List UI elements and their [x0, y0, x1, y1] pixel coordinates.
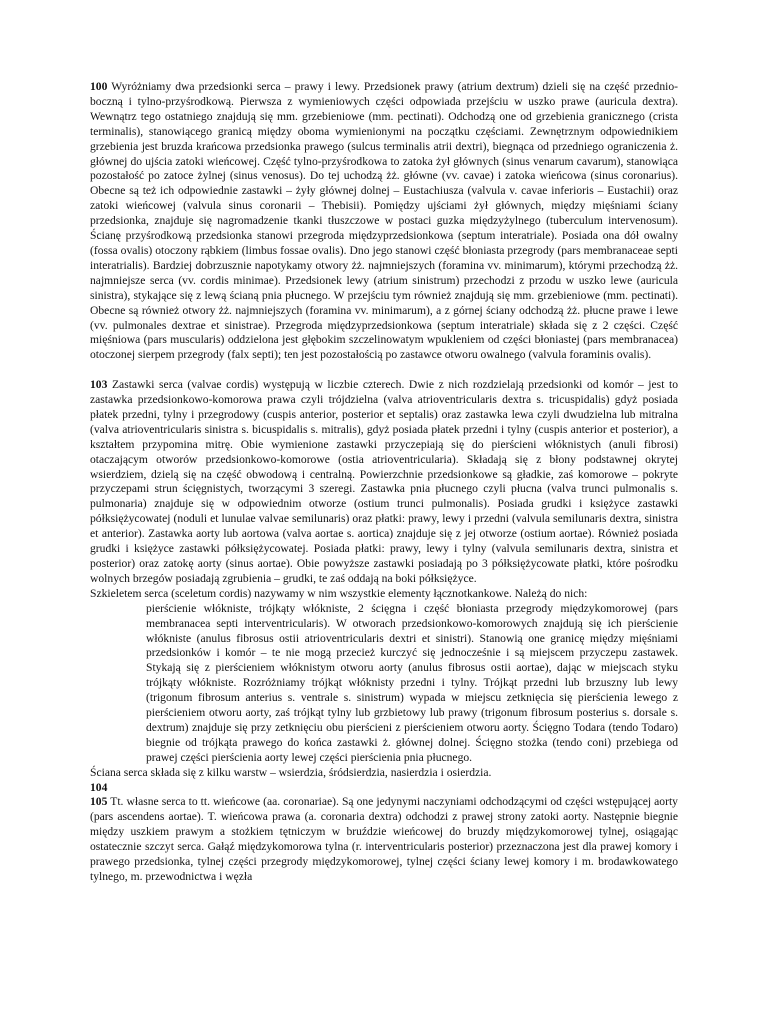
paragraph-104-number: 104: [90, 780, 108, 794]
paragraph-text: Zastawki serca (valvae cordis) występują w liczbie czterech. Dwie z nich rozdzielają przedsionki od komór – jest to zastawka przedsionkowo-komorowa prawa czyli trójdzielna (valva atrioventricularis dextra s. tricuspidalis) gdyż posiada płatek przedni, tylny i przegrodowy (cuspis anterior, posterior et septalis) oraz zastawka lewa czyli dwudzielna lub mitralna (valva atrioventricularis sinistra s. bicuspidalis s. mitralis), gdyż posiada płatek przedni i tylny (cuspis anterior et posterior), a kształtem przypomina mitrę. Obie wymienione zastawki przyczepiają się do pierścieni włóknistych (anuli fibrosi) otaczającym otworów przedsionkowo-komorowe (ostia atrioventricularia). Składają się z błony podstawnej okrytej wsierdziem, dzielą się na część obwodową i centralną. Powierzchnie przedsionkowe są gładkie, zaś komorowe – pokryte przyczepami strun ścięgnistych, tworzącymi 3 szeregi. Zastawka pnia płucnego czyli płucna (valva trunci pulmonalis s. pulmonaria) znajduje się w odpowiednim otworze (ostium trunci pulmonalis). Posiada grudki i księżyce zastawki półksiężycowatej (noduli et lunulae valvae semilunaris) oraz płatki: prawy, lewy i przedni (valvula semilunaris dextra, sinistra et anterior). Zastawka aorty lub aortowa (valva aortae s. aortica) znajduje się z jej otworze (ostium aortae). Również posiada grudki i księżyce zastawki półksiężycowatej. Posiada płatki: prawy, lewy i tylny (valvula semilunaris dextra, sinistra et posterior) oraz zatokę aorty (sinus aortae). Obie powyższe zastawki posiadają po 3 półksiężycowate płatki, które pośrodku wolnych brzegów posiadają zgrubienia – grudki, te zaś oddają na boki półksiężyce.: [90, 378, 678, 585]
paragraph-text: Wyróżniamy dwa przedsionki serca – prawy i lewy. Przedsionek prawy (atrium dextrum) dzieli się na część przednio-boczną i tylno-przyśrodkową. Pierwsza z wymieniowych części odpowiada przejściu w uszko prawe (auricula dextra). Wewnątrz tego ostatniego znajdują się mm. grzebieniowe (mm. pectinati). Odchodzą one od grzebienia granicznego (crista terminalis), stanowiącego granicą między oboma wymienionymi na początku częściami. Zewnętrznym odpowiednikiem grzebienia jest bruzda krańcowa przedsionka prawego (sulcus terminalis atrii dextri), biegnąca od przedniego ograniczenia ż. głównej do ujścia zatoki wieńcowej. Część tylno-przyśrodkowa to zatoka żył głównych (sinus venarum cavarum), stanowiąca pozostałość po zatoce żylnej (sinus venosus). Do tej uchodzą żż. główne (vv. cavae) i zatoka wieńcowa (sinus coronarius). Obecne są też ich odpowiednie zastawki – żyły głównej dolnej – Eustachiusza (valvula v. cavae inferioris – Eustachii) oraz zatoki wieńcowej (valvula sinus coronarii – Thebisii). Pomiędzy ujściami żył głównych, między mięśniami ściany przedsionka, znajduje się nagromadzenie tkanki tłuszczowe w postaci guzka międzyżylnego (tuberculum intervenosum). Ścianę przyśrodkową przedsionka stanowi przegroda międzyprzedsionkowa (septum interatriale). Posiada ona dół owalny (fossa ovalis) otoczony rąbkiem (limbus fossae ovalis). Dno jego stanowi część błoniasta przegrody (pars membranaceae septi interatrialis). Bardziej dobrzusznie napotykamy otwory żż. najmniejszych (foramina vv. minimarum), którymi przechodzą żż. najmniejsze serca (vv. cordis minimae). Przedsionek lewy (atrium sinistrum) przechodzi z przodu w uszko lewe (auricula sinistra), stykające się z lewą ścianą pnia płucnego. W przejściu tym również znajdują się mm. grzebieniowe (mm. pectinati). Obecne są również otwory żż. najmniejszych (foramina vv. minimarum), a z górnej ściany odchodzą żż. płucne prawe i lewe (vv. pulmonales dextrae et sinistrae). Przegroda międzyprzedsionkowa (septum interatriale) składa się z 2 części. Część mięśniowa (pars muscularis) oddzielona jest głębokim szczelinowatym wpukleniem od części błoniastej (pars membranacea) otoczonej sierpem przegrody (falx septi); ten jest pozostałością po zastawce otworu owalnego (valvula foraminis ovalis).: [90, 80, 678, 362]
heart-wall-line: Ściana serca składa się z kilku warstw – wsierdzia, śródsierdzia, nasierdzia i osierdzia.: [90, 765, 492, 779]
paragraph-text: Tt. własne serca to tt. wieńcowe (aa. coronariae). Są one jedynymi naczyniami odchodzącymi od części wstępującej aorty (pars ascendens aortae). T. wieńcowa prawa (a. coronaria dextra) odchodzi z prawej strony zatoki aorty. Następnie biegnie między uszkiem prawym a stożkiem tętniczym w bruździe wieńcowej do bruzdy międzykomorowej tylnej, osiągając ostatecznie szczyt serca. Gałąź międzykomorowa tylna (r. interventricularis posterior) przeznaczona jest dla prawej komory i prawego przedsionka, tylnej części przegrody międzykomorowej, tylnej części ściany lewej komory i m. brodawkowatego tylnego, m. przewodnictwa i węzła: [90, 795, 678, 884]
paragraph-number: 103: [90, 378, 108, 392]
paragraph-100: [90, 80, 678, 363]
skeleton-lead: Szkieletem serca (sceletum cordis) nazywamy w nim wszystkie elementy łącznotkankowe. Należą do nich:: [90, 586, 588, 600]
paragraph-number: 105: [90, 795, 108, 809]
paragraph-103: [90, 378, 678, 587]
paragraph-gap: [90, 363, 678, 378]
skeleton-indented-block: pierścienie włókniste, trójkąty włókniste, 2 ścięgna i część błoniasta przegrody międzykomorowej (pars membranacea septi interventricularis). W otworach przedsionkowo-komorowych znajdują się ich pierścienie włókniste (anulus fibrosus ostii atrioventricularis dextri et sinistri). Stanowią one granicę między mięśniami przedsionków i komór – te nie mogą przecież kurczyć się jednocześnie i są miejscem przyczepu zastawek. Stykają się z pierścieniem włóknistym otworu aorty (anulus fibrosus ostii aortae), dając w miejscach styku trójkąty włókniste. Rozróżniamy trójkąt włóknisty przedni i tylny. Trójkąt przedni lub brzuszny lub lewy (trigonum fibrosum anterius s. ventrale s. sinistrum) wypada w miejscu zetknięcia się pierścienia lewego z pierścieniem otworu aorty, zaś trójkąt tylny lub grzbietowy lub prawy (trigonum fibrosum posterius s. dorsale s. dextrum) znajduje się przy zetknięciu obu pierścieni z pierścieniem otworu aorty. Ścięgno Todara (tendo Todaro) biegnie od trójkąta prawego do końca zastawki ż. głównej dolnej. Ścięgno stożka (tendo coni) przebiega od prawej części pierścienia aorty lewej części pierścienia pnia płucnego.: [146, 601, 678, 764]
document-page: [90, 80, 678, 885]
paragraph-105: [90, 795, 678, 884]
paragraph-number: 100: [90, 80, 108, 93]
